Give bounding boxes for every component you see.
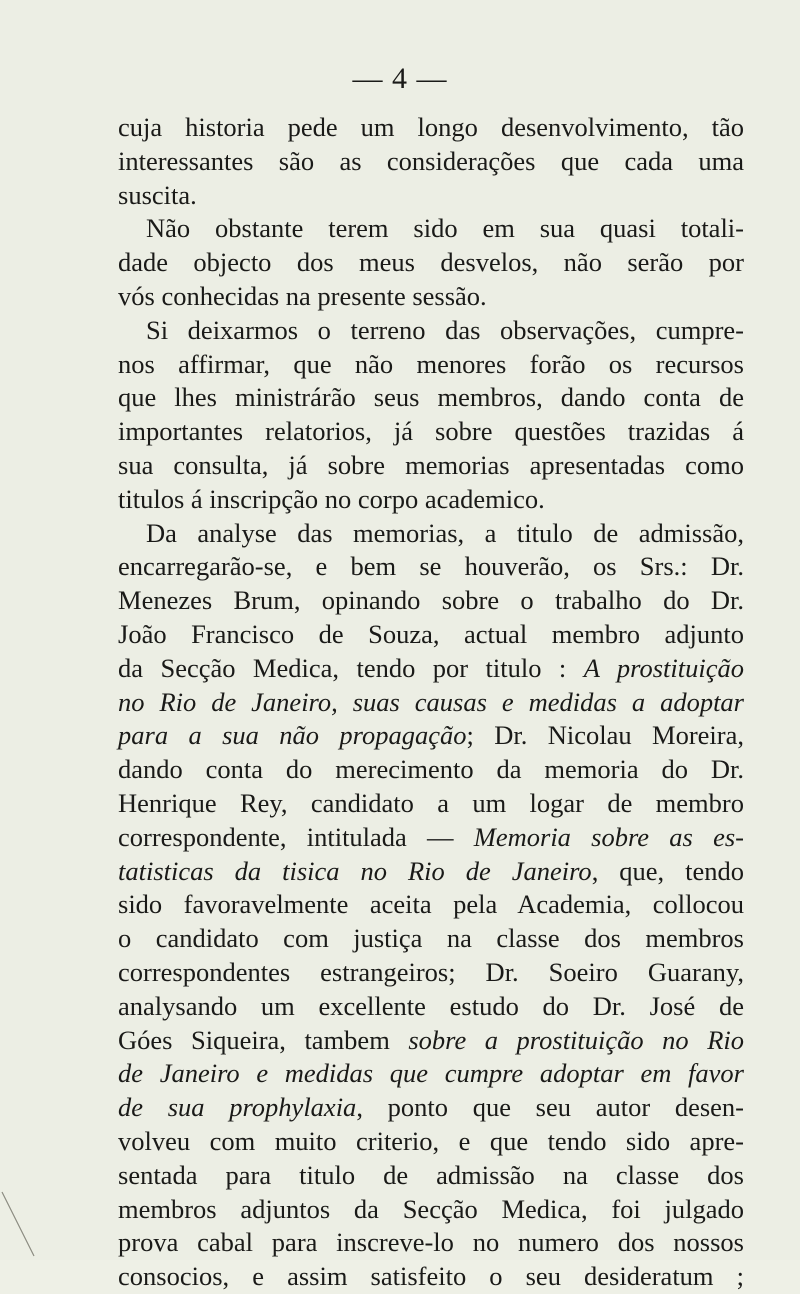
text-segment: suscita. (118, 179, 197, 210)
text-line (118, 686, 744, 720)
text-line (118, 449, 744, 483)
italic-title-text: no Rio de Janeiro, suas causas e medidas a adoptar (118, 686, 744, 717)
page-corner-mark (0, 1190, 40, 1260)
text-line (118, 1193, 744, 1227)
text-segment: sua consulta, já sobre memorias apresentadas como (118, 449, 744, 480)
text-segment: Da analyse das memorias, a titulo de admissão, (146, 517, 744, 548)
text-segment: Menezes Brum, opinando sobre o trabalho do Dr. (118, 585, 744, 616)
text-segment: encarregarão-se, e bem se houverão, os Srs.: Dr. (118, 551, 744, 582)
text-segment: sido favoravelmente aceita pela Academia, collocou (118, 889, 744, 920)
text-segment: correspondente, intitulada — (118, 821, 474, 852)
text-line (118, 246, 744, 280)
text-line (118, 348, 744, 382)
body-text (118, 111, 744, 1294)
text-segment: consocios, e assim satisfeito o seu desideratum ; (118, 1261, 744, 1292)
italic-title-text: A prostituição (583, 652, 744, 683)
text-line (118, 1091, 744, 1125)
text-segment: ; Dr. Nicolau Moreira, (466, 720, 744, 751)
text-segment: nos affirmar, que não menores forão os recursos (118, 348, 744, 379)
text-line (118, 922, 744, 956)
text-segment: importantes relatorios, já sobre questões trazidas á (118, 416, 744, 447)
text-line (118, 1057, 744, 1091)
text-line (118, 145, 744, 179)
italic-title-text: de Janeiro e medidas que cumpre adoptar em favor (118, 1058, 744, 1089)
text-line (118, 652, 744, 686)
text-line (118, 888, 744, 922)
text-segment: sentada para titulo de admissão na classe dos (118, 1159, 744, 1190)
text-line (118, 517, 744, 551)
italic-title-text: de sua prophylaxia (118, 1092, 357, 1123)
text-line (118, 1226, 744, 1260)
text-line (118, 1024, 744, 1058)
text-segment: titulos á inscripção no corpo academico. (118, 483, 545, 514)
text-line (118, 618, 744, 652)
text-segment: correspondentes estrangeiros; Dr. Soeiro Guarany, (118, 956, 744, 987)
text-segment: membros adjuntos da Secção Medica, foi julgado (118, 1193, 744, 1224)
text-line (118, 381, 744, 415)
text-line (118, 787, 744, 821)
text-line (118, 1159, 744, 1193)
text-line (118, 956, 744, 990)
text-segment: dando conta do merecimento da memoria do Dr. (118, 754, 744, 785)
text-segment: o candidato com justiça na classe dos membros (118, 923, 744, 954)
text-segment: dade objecto dos meus desvelos, não serão por (118, 247, 744, 278)
text-line (118, 719, 744, 753)
text-segment: da Secção Medica, tendo por titulo : (118, 652, 584, 683)
page-number: — 4 — (352, 62, 448, 95)
text-segment: volveu com muito criterio, e que tendo sido apre- (118, 1125, 744, 1156)
italic-title-text: sobre a prostituição no Rio (408, 1024, 745, 1055)
italic-title-text: para a sua não propagação (118, 720, 467, 751)
text-segment: Não obstante terem sido em sua quasi totali- (146, 213, 744, 244)
text-segment: , ponto que seu autor desen- (356, 1092, 745, 1123)
text-segment: interessantes são as considerações que cada uma (118, 145, 744, 176)
text-line (118, 212, 744, 246)
text-segment: , que, tendo (591, 855, 745, 886)
text-segment: analysando um excellente estudo do Dr. José de (118, 990, 744, 1021)
text-segment: que lhes ministrárão seus membros, dando conta de (118, 382, 744, 413)
text-line (118, 111, 744, 145)
italic-title-text: tatisticas da tisica no Rio de Janeiro (118, 855, 592, 886)
text-line (118, 483, 744, 517)
text-segment: João Francisco de Souza, actual membro adjunto (118, 618, 744, 649)
text-line (118, 314, 744, 348)
text-line (118, 415, 744, 449)
text-line (118, 179, 744, 213)
text-line (118, 1260, 744, 1294)
text-line (118, 1125, 744, 1159)
text-line (118, 584, 744, 618)
text-segment: Góes Siqueira, tambem (118, 1024, 409, 1055)
text-line (118, 990, 744, 1024)
text-line (118, 753, 744, 787)
text-segment: prova cabal para inscreve-lo no numero dos nossos (118, 1227, 744, 1258)
text-line (118, 855, 744, 889)
text-line (118, 550, 744, 584)
italic-title-text: Memoria sobre as es- (473, 821, 744, 852)
text-segment: vós conhecidas na presente sessão. (118, 280, 487, 311)
text-line (118, 821, 744, 855)
text-line (118, 280, 744, 314)
text-segment: cuja historia pede um longo desenvolvimento, tão (118, 112, 744, 142)
text-segment: Si deixarmos o terreno das observações, cumpre- (146, 314, 744, 345)
text-segment: Henrique Rey, candidato a um logar de membro (118, 787, 744, 818)
